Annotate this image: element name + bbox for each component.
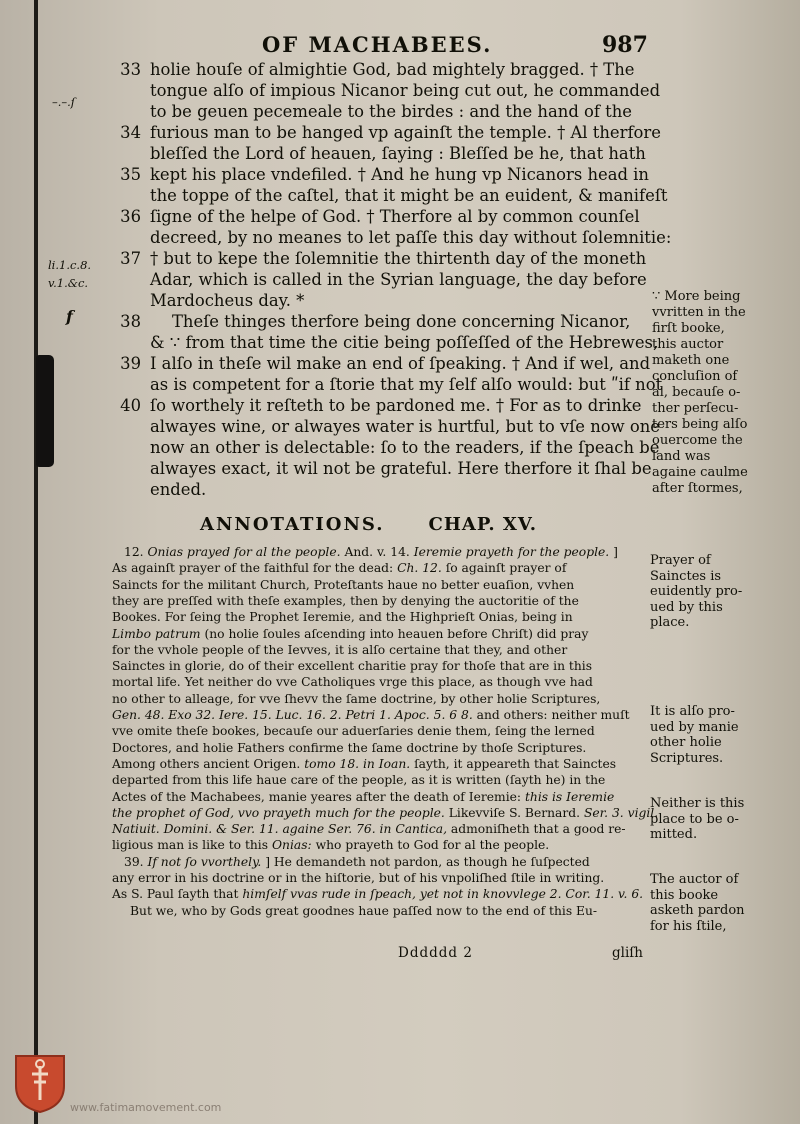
annotation-line <box>112 708 630 723</box>
verse-line-text: holie houſe of almightie God, bad mightely bragged. † The <box>150 60 635 79</box>
marginal-note-line: firſt booke, <box>652 321 725 336</box>
annotation-line <box>112 871 604 886</box>
annotation-line <box>112 561 566 576</box>
annotation-text: (no holie ſoules aſcending into heauen before Chriſt) did pray <box>200 626 589 641</box>
annotation-text: Among others ancient Origen. <box>112 756 305 771</box>
annotation-citation: Ch. 12. <box>397 561 442 576</box>
gutter-note: li.1.c.8. <box>48 258 92 272</box>
annotation-side-note-line: other holie <box>650 735 722 751</box>
annotation-text: Likevviſe S. Bernard. <box>444 805 584 820</box>
annotation-text: ] <box>609 545 618 559</box>
verse-line-text: ended. <box>150 480 207 499</box>
verse-line-text: furious man to be hanged vp againſt the temple. † Al therfore <box>150 123 661 142</box>
verse-line-text: Theſe thinges therfore being done concerning Nicanor, <box>172 312 631 331</box>
marginal-note-line: concluſion of <box>652 369 738 384</box>
verse-number: 38 <box>120 312 141 331</box>
annotation-line <box>124 545 618 560</box>
annotation-line <box>112 806 658 821</box>
annotation-text: no other to alleage, for vve ſhevv the ſame doctrine, by other holie Scriptures, <box>112 691 601 706</box>
marginal-note-line: after ſtormes, <box>652 481 743 496</box>
annotation-text: But we, who by Gods great goodnes haue paſſed now to the end of this Eu- <box>130 903 598 918</box>
verse-line-text: alwayes exact, it wil not be grateful. Here therfore it ſhal be <box>150 459 652 478</box>
annotation-side-note-line: for his ſtile, <box>650 918 727 934</box>
verse-line-text: now an other is delectable: ſo to the readers, if the ſpeach be <box>150 438 660 457</box>
verse-line-text: † but to kepe the ſolemnitie the thirtenth day of the moneth <box>150 249 647 268</box>
annotation-citation: Gen. 48. Exo 32. Iere. 15. Luc. 16. 2. Petri 1. Apoc. 5. 6 8. <box>112 708 473 722</box>
marginal-note-line: this auctor <box>652 337 724 352</box>
annotation-citation: this is Ieremie <box>524 789 615 804</box>
annotation-line <box>112 741 586 756</box>
annotation-text: ] He demandeth not pardon, as though he ſuſpected <box>261 854 590 869</box>
annotation-line <box>112 675 593 690</box>
annotation-text: any error in his doctrine or in the hiſtorie, but of his vnpoliſhed ſtile in writing. <box>112 871 605 885</box>
annotation-line <box>112 838 549 853</box>
annotation-text: ſo againſt prayer of <box>441 561 567 576</box>
annotations-title: ANNOTATIONS. <box>200 514 385 535</box>
papal-crest-logo <box>12 1052 68 1114</box>
annotation-text: Saincts for the militant Church, Proteſtants haue no better euaſion, vvhen <box>112 577 575 592</box>
annotation-citation: Ser. 3. vigil. <box>583 805 659 820</box>
annotation-side-note-line: ued by manie <box>650 719 739 735</box>
annotation-text: for the vvhole people of the Ievves, it is alſo certaine that they, and other <box>112 642 568 657</box>
annotation-text: And. v. 14. <box>340 545 414 559</box>
annotation-citation: Natiuit. Domini. & Ser. 11. againe Ser. 76. in Cantica, <box>112 822 447 837</box>
annotation-text: vve omite theſe bookes, becauſe our aduerſaries denie them, ſeing the lerned <box>112 724 595 739</box>
verse-number: 35 <box>120 165 141 184</box>
annotation-text: Sainctes in glorie, do of their excellent charitie pray for thoſe that are in this <box>112 659 592 674</box>
verse-line-text: Mardocheus day. * <box>150 291 305 310</box>
annotation-text: who prayeth to God for al the people. <box>311 838 550 853</box>
annotation-text: departed from this life haue care of the people, as it is written (ſayth he) in the <box>112 773 606 788</box>
annotation-line <box>112 790 614 805</box>
annotation-text: Doctores, and holie Fathers confirme the ſame doctrine by thoſe Scriptures. <box>112 740 587 755</box>
annotation-side-note-line: this booke <box>650 887 719 903</box>
verse-line-text: & ∵ from that time the citie being poſſeſſed of the Hebrewes, <box>150 333 659 352</box>
annotation-citation: Ieremie prayeth for the people. <box>413 545 610 559</box>
verse-number: 40 <box>120 396 141 415</box>
verse-line-text: ſigne of the helpe of God. † Therfore al by common counſel <box>150 207 640 226</box>
annotation-text: admoniſheth that a good re- <box>446 822 626 837</box>
verse-line-text: decreed, by no meanes to let paſſe this day without ſolemnitie: <box>150 228 672 247</box>
annotation-side-note-line: asketh pardon <box>650 903 745 919</box>
verse-line-text: I alſo in theſe wil make an end of ſpeaking. † And if wel, and <box>150 354 651 373</box>
verse-number: 34 <box>120 123 141 142</box>
site-watermark: www.fatimamovement.com <box>70 1101 222 1114</box>
annotation-line <box>112 757 616 772</box>
annotation-text: they are preſſed with theſe examples, then by denying the auctoritie of the <box>112 593 579 608</box>
annotation-side-note-line: place to be o- <box>650 811 739 827</box>
annotation-text: Actes of the Machabees, manie yeares after the death of Ieremie: <box>112 789 525 804</box>
verse-line-text: as is competent for a ſtorie that my ſelf alſo would: but ʺif not <box>150 375 663 394</box>
marginal-note-line: maketh one <box>652 353 730 368</box>
catchword: gliſh <box>612 945 643 961</box>
verse-line-text: tongue alſo of impious Nicanor being cut out, he commanded <box>150 81 661 100</box>
annotation-line <box>112 627 588 642</box>
marginal-note-line: ∵ More being <box>652 289 741 304</box>
annotation-text: Bookes. For ſeing the Prophet Ieremie, and the Highprieſt Onias, being in <box>112 610 573 625</box>
annotation-line <box>112 610 573 625</box>
annotation-line <box>112 887 643 902</box>
marginal-note-line: vvritten in the <box>652 305 746 320</box>
annotation-side-note-line: It is alſo pro- <box>650 704 735 719</box>
annotation-text: 12. <box>124 545 148 559</box>
gutter-note: v.1.&c. <box>48 276 89 290</box>
annotation-citation: Limbo patrum <box>112 626 201 641</box>
annotation-line <box>112 643 567 658</box>
annotation-citation: Onias: <box>271 838 312 853</box>
annotation-line <box>112 578 574 593</box>
annotation-citation: tomo 18. in Ioan. <box>304 756 411 771</box>
binding-gutter <box>34 0 38 1124</box>
annotation-line <box>112 773 605 788</box>
annotation-text: As againſt prayer of the faithful for the dead: <box>112 561 398 576</box>
marginal-note-line: al, becauſe o- <box>652 385 741 400</box>
annotation-side-note-line: ued by this <box>650 599 723 615</box>
verse-line-text: ſo worthely it reſteth to be pardoned me. † For as to drinke <box>150 396 642 415</box>
annotation-side-note-line: The auctor of <box>650 872 739 887</box>
marginal-note-line: land was <box>652 449 711 464</box>
marginal-note-line: againe caulme <box>652 465 748 480</box>
marginal-note-line: ther perſecu- <box>652 401 739 416</box>
marginal-note-line: ters being alſo <box>652 417 748 432</box>
verse-line-text: bleſſed the Lord of heauen, ſaying : Bleſſed be he, that hath <box>150 144 646 163</box>
gutter-note: f <box>66 307 73 326</box>
annotation-citation: If not ſo vvorthely. <box>147 854 262 869</box>
annotation-citation: himſelf vvas rude in ſpeach, yet not in knovvlege 2. Cor. 11. v. 6. <box>242 887 644 902</box>
annotation-text: 39. <box>124 854 148 869</box>
annotation-line <box>112 822 626 837</box>
verse-line-text: to be geuen pecemeale to the birdes : and the hand of the <box>150 102 633 121</box>
marginal-note-line: ouercome the <box>652 433 743 448</box>
annotation-line <box>112 692 600 707</box>
annotation-text: As S. Paul ſayth that <box>112 887 243 902</box>
signature-mark: Dddddd 2 <box>398 945 473 961</box>
verse-line-text: Adar, which is called in the Syrian language, the day before <box>150 270 647 289</box>
annotation-line <box>112 594 579 609</box>
gutter-ink-blot <box>36 355 54 467</box>
annotation-text: and others: neither muſt <box>472 708 630 722</box>
annotation-line <box>124 855 590 870</box>
chapter-label: CHAP. XV. <box>428 514 537 535</box>
verse-line-text: alwayes wine, or alwayes water is hurtful, but to vſe now one <box>150 417 661 436</box>
annotation-citation: the prophet of God, vvo prayeth much for the people. <box>112 805 445 820</box>
annotation-text: mortal life. Yet neither do vve Catholiques vrge this place, as though vve had <box>112 675 593 690</box>
annotation-line <box>130 904 597 919</box>
annotation-line <box>112 659 592 674</box>
verse-number: 36 <box>120 207 141 226</box>
annotation-side-note-line: Scriptures. <box>650 750 724 766</box>
annotation-side-note-line: Prayer of <box>650 553 711 568</box>
annotation-side-note-line: Neither is this <box>650 796 745 811</box>
gutter-note: –.–.ſ <box>52 95 76 109</box>
running-head-title: OF MACHABEES. <box>262 32 493 57</box>
annotation-side-note-line: Sainctes is <box>650 568 722 584</box>
annotation-text: ſayth, it appeareth that Sainctes <box>410 756 617 771</box>
annotation-line <box>112 724 595 739</box>
running-head <box>0 30 800 60</box>
annotation-side-note-line: mitted. <box>650 827 698 843</box>
verse-number: 37 <box>120 249 141 268</box>
verse-line-text: kept his place vndefiled. † And he hung vp Nicanors head in <box>150 165 649 184</box>
annotation-citation: Onias prayed for al the people. <box>147 545 341 559</box>
verse-number: 33 <box>120 60 141 79</box>
page-number: 987 <box>602 32 648 58</box>
verse-line-text: the toppe of the caſtel, that it might be an euident, & manifeſt <box>150 186 668 205</box>
annotation-side-note-line: place. <box>650 615 690 631</box>
annotations-heading <box>200 514 537 535</box>
annotation-side-note-line: euidently pro- <box>650 584 743 600</box>
verse-number: 39 <box>120 354 141 373</box>
annotation-text: ligious man is like to this <box>112 838 272 853</box>
